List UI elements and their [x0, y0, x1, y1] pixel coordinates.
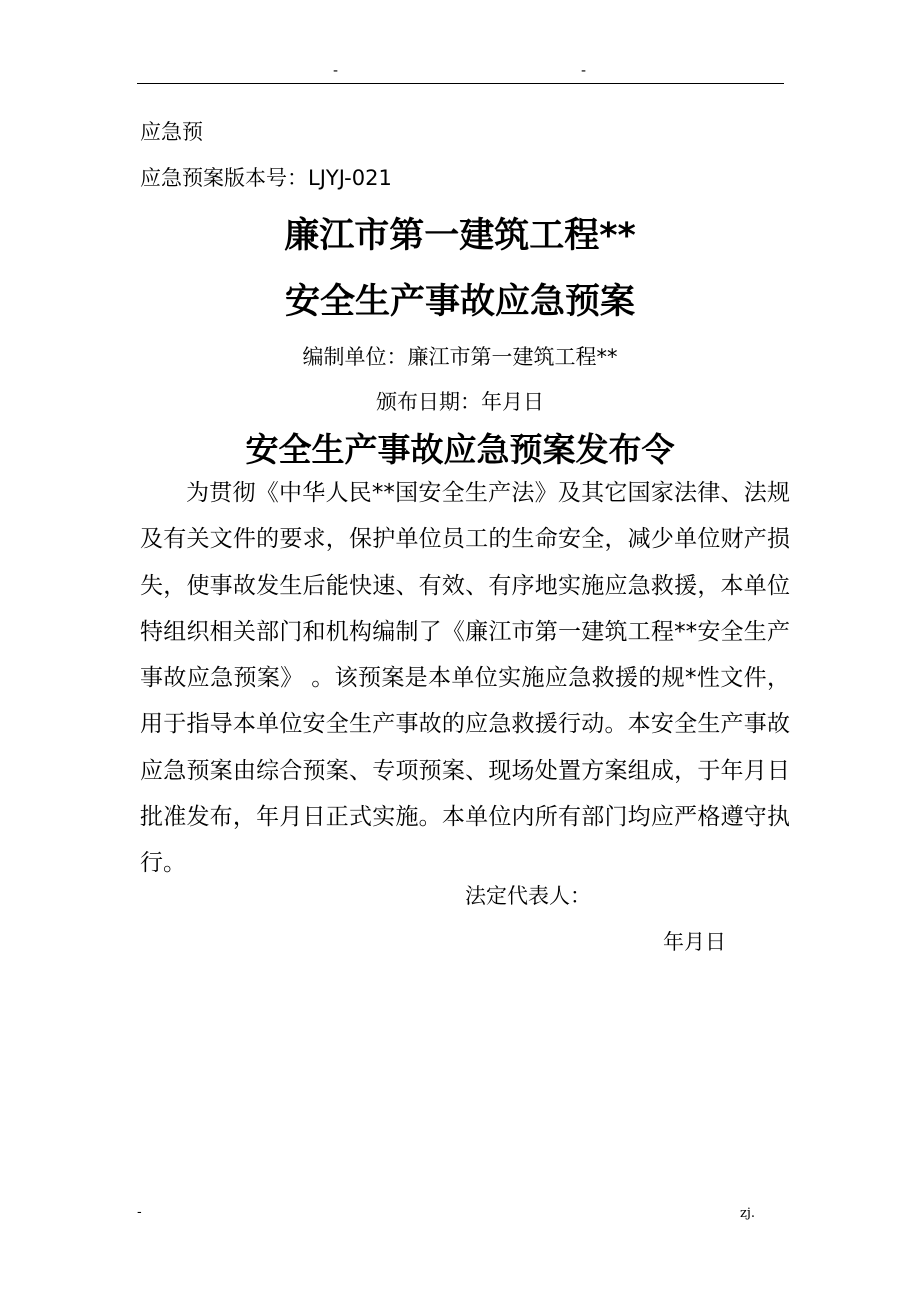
header-mark-right: - [581, 63, 587, 79]
legal-representative-label: 法定代表人： [465, 884, 591, 908]
version-line: 应急预案版本号：LJYJ-021 [140, 166, 392, 190]
header-mark-left: - [333, 63, 339, 79]
short-title: 应急预 [140, 120, 203, 144]
company-title: 廉江市第一建筑工程** [284, 216, 636, 256]
signature-date: 年月日 [663, 930, 726, 954]
header-rule [137, 83, 784, 84]
decree-heading: 安全生产事故应急预案发布令 [245, 430, 675, 469]
footer-mark-left: - [137, 1205, 142, 1220]
decree-body: 为贯彻《中华人民**国安全生产法》及其它国家法律、法规及有关文件的要求，保护单位员工的生命安全，减少单位财产损失，使事故发生后能快速、有效、有序地实施应急救援，本单位特组织相关部门和机构编制了《廉江市第一建筑工程**安全生产事故应急预案》 。该预案是本单位实施应急救援的规*性文件，用于指导本单位安全生产事故的应急救援行动。本安全生产事故应急预案由综合预案、专项预案、现场处置方案组成，于年月日批准发布，年月日正式实施。本单位内所有部门均应严格遵守执行。 [140, 480, 790, 877]
footer-mark-right: zj. [740, 1206, 756, 1221]
issue-date-line: 颁布日期：年月日 [376, 390, 544, 414]
plan-title: 安全生产事故应急预案 [284, 282, 635, 322]
compiler-line: 编制单位：廉江市第一建筑工程** [302, 345, 618, 369]
